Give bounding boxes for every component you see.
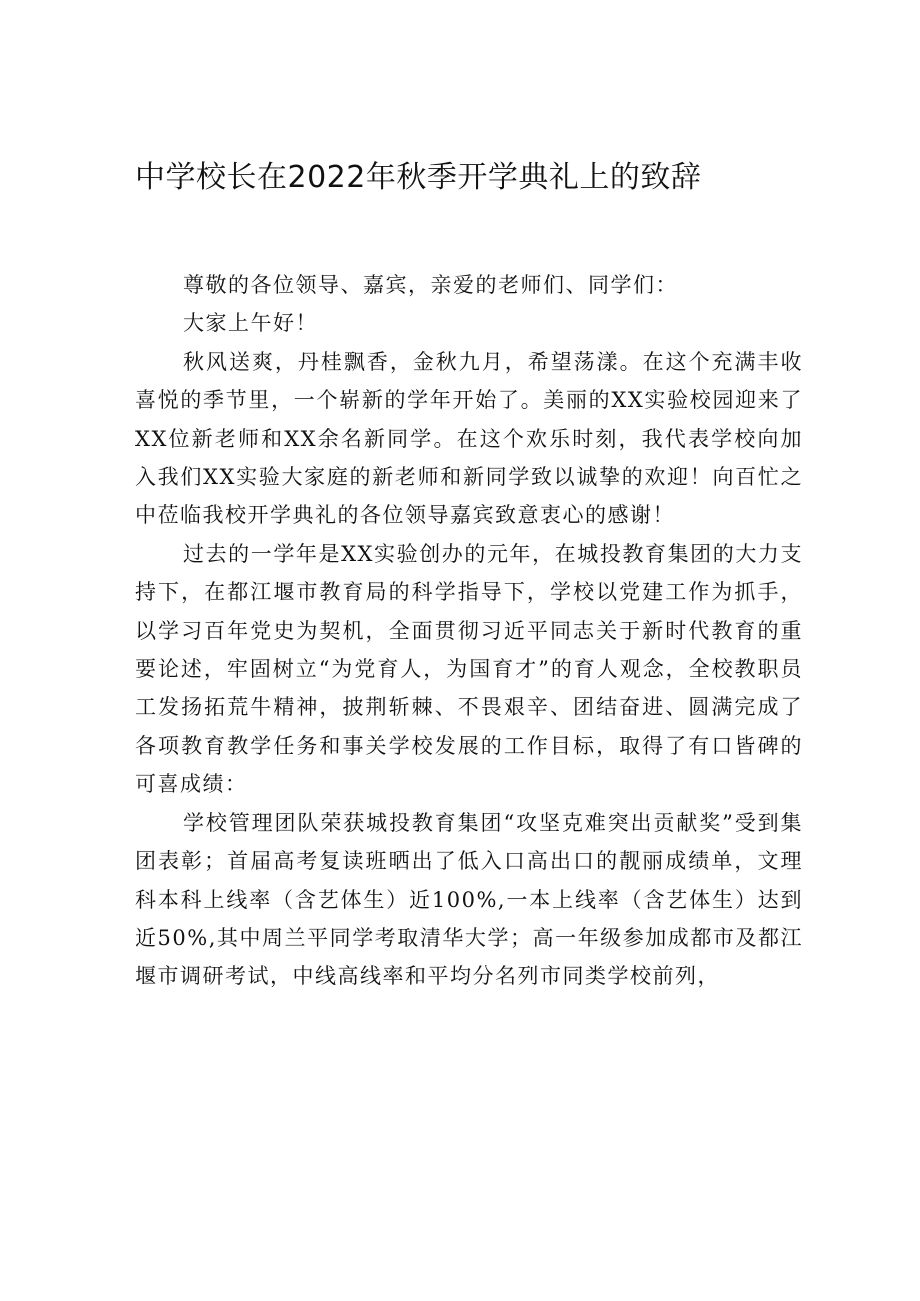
achievements-paragraph: 学校管理团队荣获城投教育集团“攻坚克难突出贡献奖”受到集团表彰；首届高考复读班晒出了低入口高出口的靓丽成绩单，文理科本科上线率（含艺体生）近100%,一本上线率（含艺体生）达到近50%,其中周兰平同学考取清华大学；高一年级参加成都市及都江堰市调研考试，中线高线率和平均分名列市同类学校前列， xyxy=(135,810,803,989)
salutation-paragraph: 尊敬的各位领导、嘉宾，亲爱的老师们、同学们： xyxy=(183,273,678,297)
review-paragraph: 过去的一学年是XX实验创办的元年，在城投教育集团的大力支持下，在都江堰市教育局的科学指导下，学校以党建工作为抓手，以学习百年党史为契机，全面贯彻习近平同志关于新时代教育的重要论述，牢固树立“为党育人，为国育才”的育人观念，全校教职员工发扬拓荒牛精神，披荆斩棘、不畏艰辛、团结奋进、圆满完成了各项教育教学任务和事关学校发展的工作目标，取得了有口皆碑的可喜成绩： xyxy=(135,541,803,797)
greeting-paragraph: 大家上午好！ xyxy=(183,311,318,336)
document-body xyxy=(135,266,803,996)
welcome-paragraph: 秋风送爽，丹桂飘香，金秋九月，希望荡漾。在这个充满丰收喜悦的季节里，一个崭新的学年开始了。美丽的XX实验校园迎来了XX位新老师和XX余名新同学。在这个欢乐时刻，我代表学校向加入我们XX实验大家庭的新老师和新同学致以诚挚的欢迎！向百忙之中莅临我校开学典礼的各位领导嘉宾致意衷心的感谢！ xyxy=(135,349,803,528)
document-title: 中学校长在2022年秋季开学典礼上的致辞 xyxy=(135,160,702,195)
